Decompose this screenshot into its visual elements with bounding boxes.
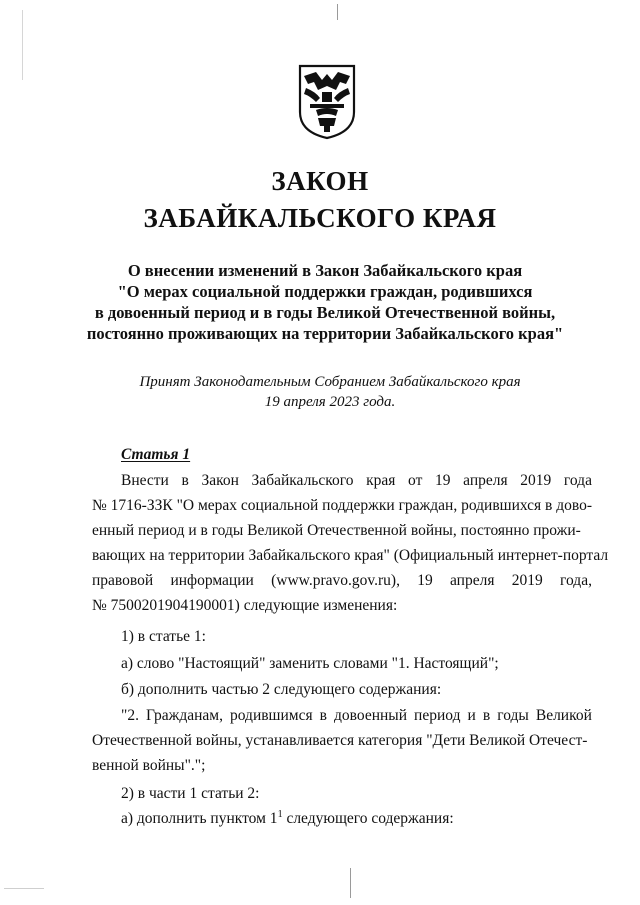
word: и <box>467 707 476 724</box>
text-fragment: следующего содержания: <box>282 810 454 827</box>
article-intro-paragraph <box>92 471 609 616</box>
word: Гражданам, <box>146 707 223 724</box>
word: Великой <box>535 707 592 724</box>
justified-line <box>92 706 592 726</box>
list-item-2a <box>92 809 621 829</box>
word: Забайкальского <box>251 472 354 489</box>
coat-of-arms-emblem <box>296 62 358 140</box>
article-heading: Статья 1 <box>121 446 191 463</box>
word: период <box>414 707 461 724</box>
subtitle-line: О внесении изменений в Закон Забайкальского края <box>127 261 523 280</box>
text-line: енный период и в годы Великой Отечественной войны, постоянно прожи- <box>92 522 581 539</box>
list-item-1b: б) дополнить частью 2 следующего содержания: <box>121 681 442 698</box>
word: в <box>181 472 189 489</box>
quoted-text-paragraph <box>92 706 592 776</box>
word: года <box>563 472 592 489</box>
text-fragment: а) дополнить пунктом 1 <box>121 810 278 827</box>
text-line: Отечественной войны, устанавливается категория "Дети Великой Отечест- <box>92 732 588 749</box>
region-title: ЗАБАЙКАЛЬСКОГО КРАЯ <box>143 203 497 233</box>
word: от <box>408 472 423 489</box>
word: в <box>319 707 327 724</box>
word: "2. <box>121 707 139 724</box>
word: Внести <box>121 472 169 489</box>
word: апреля <box>463 472 508 489</box>
adoption-date: 19 апреля 2023 года. <box>264 394 396 410</box>
word: довоенный <box>334 707 407 724</box>
justified-line <box>92 471 592 491</box>
word: года, <box>560 572 592 589</box>
word: 2019 <box>520 472 552 489</box>
word: в <box>482 707 491 724</box>
law-subtitle <box>60 260 590 344</box>
word: годы <box>497 707 529 724</box>
list-item-1: 1) в статье 1: <box>121 628 206 645</box>
word: (www.pravo.gov.ru), <box>271 572 400 589</box>
text-line: вающих на территории Забайкальского края" (Официальный интернет-портал <box>92 547 609 564</box>
list-item-2: 2) в части 1 статьи 2: <box>121 785 260 802</box>
scan-artifact <box>4 888 44 889</box>
adoption-note <box>120 372 540 412</box>
subtitle-line: в довоенный период и в годы Великой Отечественной войны, <box>94 303 556 322</box>
text-line: венной войны"."; <box>92 757 206 774</box>
superscript-number: 1 <box>277 808 283 820</box>
law-title: ЗАКОН <box>271 166 369 196</box>
word: края <box>366 472 396 489</box>
scan-artifact <box>350 868 351 898</box>
subtitle-line: постоянно проживающих на территории Забайкальского края" <box>86 324 564 343</box>
word: апреля <box>450 572 495 589</box>
word: информации <box>170 572 254 589</box>
list-item-1a: а) слово "Настоящий" заменить словами "1. Настоящий"; <box>121 655 499 672</box>
scan-artifact <box>337 4 338 20</box>
word: 2019 <box>511 572 543 589</box>
subtitle-line: "О мерах социальной поддержки граждан, родившихся <box>117 282 533 301</box>
word: 19 <box>417 572 433 589</box>
justified-line <box>92 571 592 591</box>
adoption-line: Принят Законодательным Собранием Забайкальского края <box>139 374 521 390</box>
word: 19 <box>435 472 451 489</box>
word: родившимся <box>230 707 313 724</box>
word: Закон <box>201 472 239 489</box>
word: правовой <box>92 572 154 589</box>
text-line: № 1716-ЗЗК "О мерах социальной поддержки граждан, родившихся в дово- <box>92 497 593 514</box>
text-line: № 7500201904190001) следующие изменения: <box>92 597 398 614</box>
scan-artifact <box>22 10 23 80</box>
